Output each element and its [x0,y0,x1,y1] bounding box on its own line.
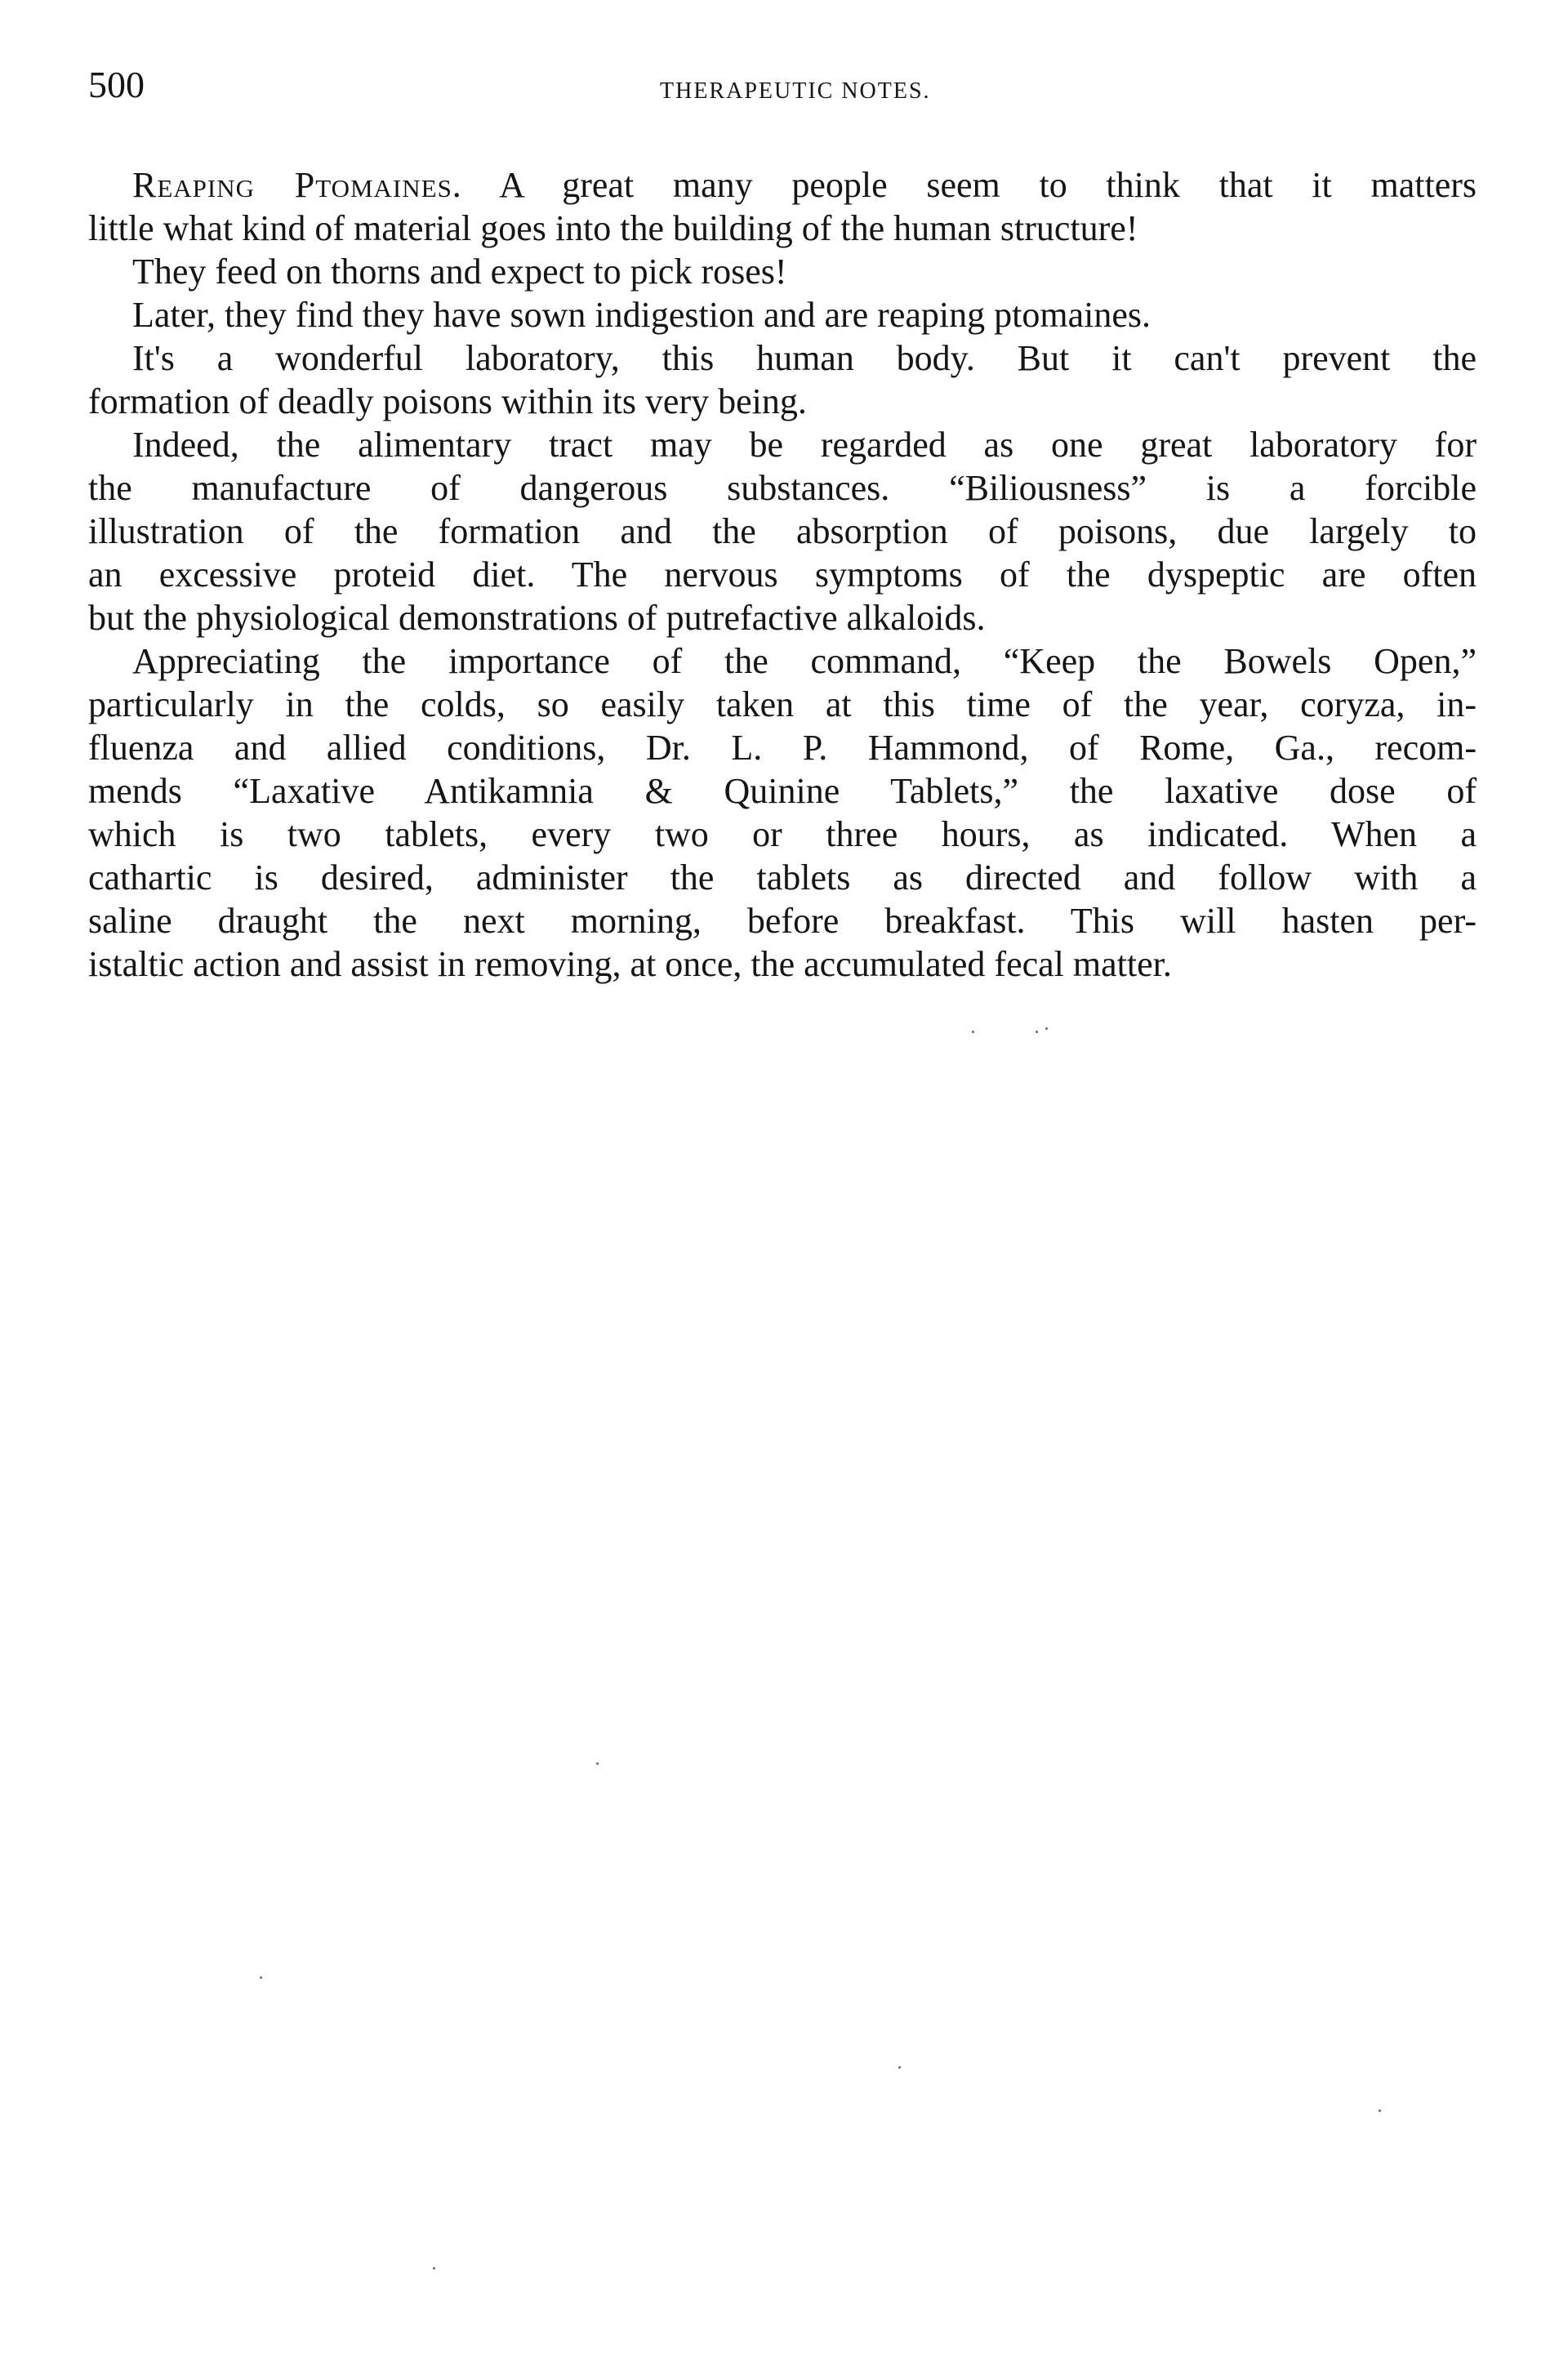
article-body [88,163,1477,986]
text-line: saline draught the next morning, before breakfast. This will hasten per- [88,901,1477,941]
scan-speck [1045,1027,1048,1030]
scan-speck [433,2267,435,2270]
text-line: particularly in the colds, so easily taken at this time of the year, coryza, in- [88,684,1477,724]
text-line: mends “Laxative Antikamnia & Quinine Tablets,” the laxative dose of [88,771,1477,811]
text-line: It's a wonderful laboratory, this human body. But it can't prevent the [132,338,1477,378]
paragraph-first-line [88,163,1477,207]
scan-speck [972,1031,974,1033]
scan-speck [1379,2109,1381,2112]
scan-speck [1036,1031,1038,1033]
text-line: fluenza and allied conditions, Dr. L. P. Hammond, of Rome, Ga., recom- [88,728,1477,768]
text-line: but the physiological demonstrations of putrefactive alkaloids. [88,598,986,638]
text-line: formation of deadly poisons within its very being. [88,381,807,421]
page-number: 500 [88,64,145,105]
section-heading: Reaping Ptomaines. [132,165,462,205]
text-line: Later, they find they have sown indigestion and are reaping ptomaines. [132,295,1151,335]
scan-speck [898,2066,901,2069]
text-line: Indeed, the alimentary tract may be regarded as one great laboratory for [132,425,1477,465]
scan-speck [260,1976,262,1979]
text-line: They feed on thorns and expect to pick roses! [132,252,787,292]
text-line: little what kind of material goes into the building of the human structure! [88,208,1138,248]
text-line: which is two tablets, every two or three hours, as indicated. When a [88,814,1477,854]
text-line: the manufacture of dangerous substances. “Biliousness” is a forcible [88,468,1477,508]
running-head: THERAPEUTIC NOTES. [660,78,931,104]
text-line: A great many people seem to think that it matters [499,165,1477,205]
text-line: an excessive proteid diet. The nervous symptoms of the dyspeptic are often [88,555,1477,595]
page-header [88,64,1477,113]
text-line: cathartic is desired, administer the tablets as directed and follow with a [88,858,1477,898]
text-line: istaltic action and assist in removing, at once, the accumulated fecal matter. [88,944,1172,984]
text-line: Appreciating the importance of the command, “Keep the Bowels Open,” [132,641,1477,681]
scan-speck [596,1762,599,1765]
text-line: illustration of the formation and the absorption of poisons, due largely to [88,511,1477,551]
